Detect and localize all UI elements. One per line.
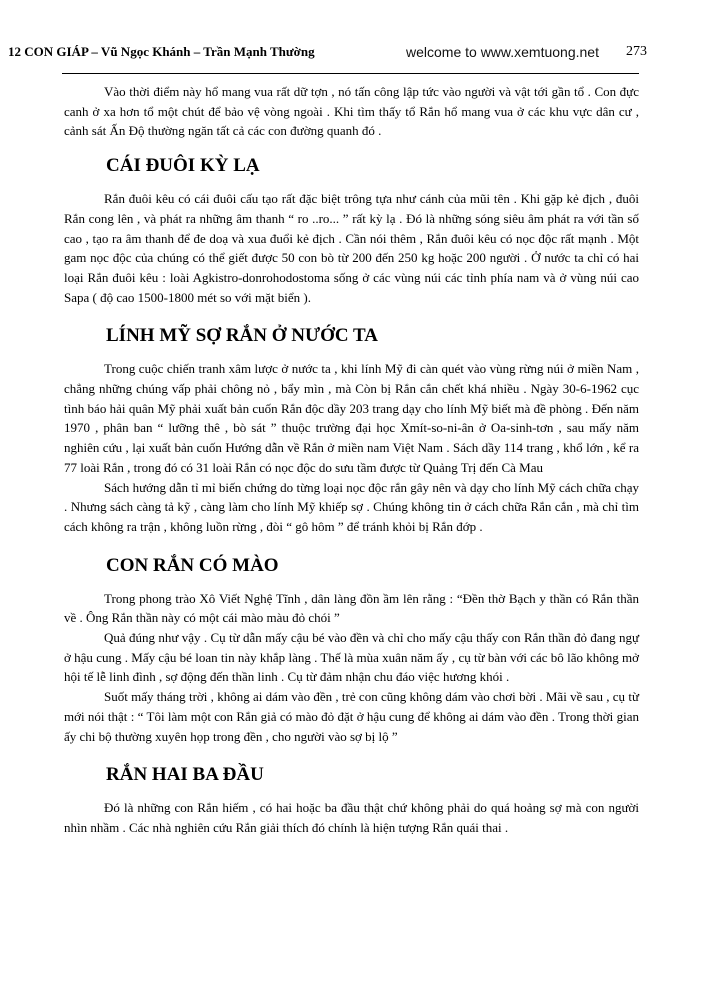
section-heading: CON RẮN CÓ MÀO bbox=[106, 554, 279, 576]
book-title: 12 CON GIÁP – Vũ Ngọc Khánh – Trần Mạnh Thường bbox=[8, 44, 315, 59]
page-body bbox=[64, 82, 639, 838]
header-divider bbox=[62, 73, 639, 74]
paragraph: Suốt mấy tháng trời , không ai dám vào đền , trẻ con cũng không dám vào chơi bời . Mãi về sau , cụ từ mới nói thật : “ Tôi làm một con Rắn giả có mào đỏ đặt ở hậu cung để không ai dám vào đền . Trong thời gian ấy chi bộ thường xuyên họp trong đền , cho người vào sợ bị lộ ” bbox=[64, 689, 639, 744]
paragraph: Sách hướng dẫn tỉ mỉ biến chứng do từng loại nọc độc rắn gây nên và dạy cho lính Mỹ cách chữa chạy . Nhưng sách càng tả kỹ , càng làm cho lính Mỹ khiếp sợ . Chúng không tin ở cách chữa Rắn cắn , mà chỉ tìm cách không ra trận , không luồn rừng , đòi “ gô hôm ” để tránh khỏi bị Rắn đớp . bbox=[64, 479, 639, 534]
page-header bbox=[8, 44, 698, 62]
paragraph: Đó là những con Rắn hiếm , có hai hoặc ba đầu thật chứ không phải do quá hoảng sợ mà con người nhìn nhầm . Các nhà nghiên cứu Rắn giải thích đó chính là hiện tượng Rắn quái thai . bbox=[64, 800, 639, 835]
paragraph: Quả đúng như vậy . Cụ từ dẫn mấy cậu bé vào đền và chỉ cho mấy cậu thấy con Rắn thần đỏ đang ngự ở hậu cung . Mấy cậu bé loan tin này khắp làng . Thế là mùa xuân năm ấy , cụ từ bàn với các bô lão không mở hội tế lễ linh đình , sợ động đến thần linh . Cụ từ đảm nhận chu đáo việc hương khói . bbox=[64, 630, 639, 685]
intro-paragraph: Vào thời điểm này hổ mang vua rất dữ tợn , nó tấn công lập tức vào người và vật tới gần tổ . Con đực canh ở xa hơn tổ một chút để bảo vệ vòng ngoài . Khi tìm thấy tổ Rắn hổ mang vua ở các khu vực dân cư , cảnh sát Ấn Độ thường ngăn tất cả các con đường quanh đó . bbox=[64, 84, 639, 139]
paragraph: Rắn đuôi kêu có cái đuôi cấu tạo rất đặc biệt trông tựa như cánh của mũi tên . Khi gặp kẻ địch , đuôi Rắn cong lên , và phát ra những âm thanh “ ro ..ro... ” rất kỳ lạ . Đó là những sóng siêu âm phát ra với tần số cao , tạo ra âm thanh để đe doạ và xua đuổi kẻ địch . Cần nói thêm , Rắn đuôi kêu có nọc độc rất mạnh . Một gam nọc độc của chúng có thể giết được 50 con bò từ 200 đến 250 kg hoặc 200 người . Ở nước ta chỉ có hai loại Rắn đuôi kêu : loài Agkistro-donrohodostoma sống ở các vùng núi các tỉnh phía nam và ở vùng núi cao Sapa ( độ cao 1500-1800 mét so với mặt biển ). bbox=[64, 191, 639, 305]
paragraph: Trong phong trào Xô Viết Nghệ Tĩnh , dân làng đồn ầm lên rằng : “Đền thờ Bạch y thần có Rắn thần về . Ông Rắn thần này có một cái mào màu đỏ chói ” bbox=[64, 590, 639, 626]
section-heading: LÍNH MỸ SỢ RẮN Ở NƯỚC TA bbox=[106, 325, 378, 347]
section-heading: RẮN HAI BA ĐẦU bbox=[106, 764, 264, 786]
website-link[interactable]: welcome to www.xemtuong.net bbox=[406, 44, 599, 60]
paragraph: Trong cuộc chiến tranh xâm lược ở nước ta , khi lính Mỹ đi càn quét vào vùng rừng núi ở miền Nam , chẳng những chúng vấp phải chông nỏ , bẩy mìn , mà Còn bị Rắn cắn chết khá nhiều . Ngày 30-6-1962 cục tình báo hải quân Mỹ phải xuất bản cuốn Rắn độc dầy 203 trang dạy cho lính Mỹ biết mà đề phòng . Đến năm 1970 , phân ban “ lưỡng thê , bò sát ” thuộc trường đại học Xmít-so-ni-ân ở Oa-sinh-tơn , sau mấy năm nghiên cứu , lại xuất bản cuốn Hướng dẫn về Rắn ở miền nam Việt Nam . Sách dầy 114 trang , khổ lớn , kể ra 77 loài Rắn , trong đó có 31 loài Rắn có nọc độc do sưu tầm được từ Quảng Trị đến Cà Mau bbox=[64, 361, 639, 475]
section-heading: CÁI ĐUÔI KỲ LẠ bbox=[106, 155, 260, 177]
page-number: 273 bbox=[626, 44, 647, 59]
